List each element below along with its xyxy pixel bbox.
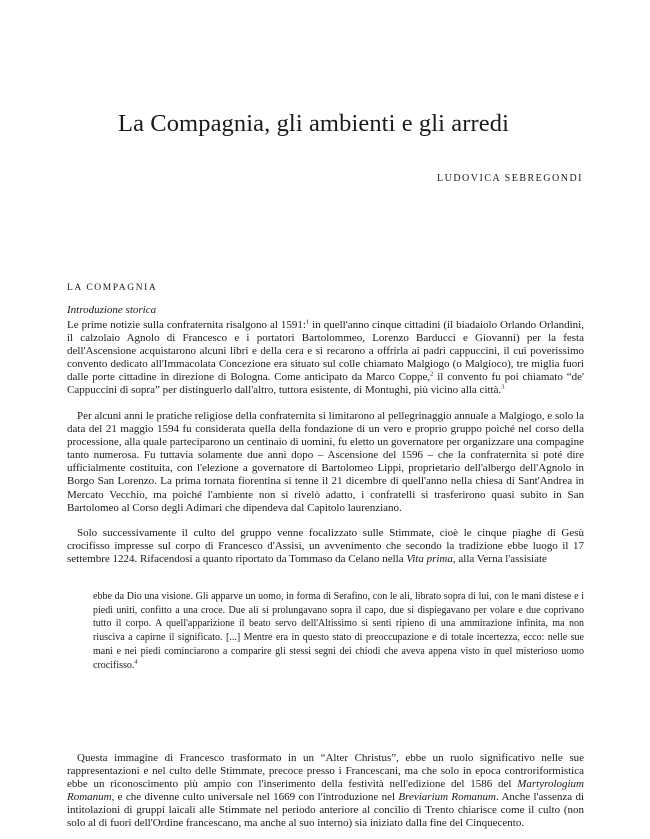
block-quote: ebbe da Dio una visione. Gli apparve un uomo, in forma di Serafino, con le ali, librato sopra di lui, con le mani distese e i piedi uniti, confitto a una croce. Due ali si prolungavano sopra il capo, due si dispiegavano per volare e due coprivano tutto il corpo. A quell'apparizione il beato servo dell'Altissimo si sentì ripieno di una ammirazione infinita, ma non riusciva a capirne il significato. [...] Mentre era in questo stato di preoccupazione e di totale incertezza, ecco: nelle sue mani e nei piedi cominciarono a comparire gli stessi segni dei chiodi che aveva appena visto in quel misterioso uomo crocifisso.$^4$	[93, 591, 584, 671]
section-heading: LA COMPAGNIA	[67, 283, 158, 293]
footnote-ref-4[interactable]: 4	[134, 658, 138, 666]
author-name: LUDOVICA SEBREGONDI	[437, 173, 583, 184]
footnote-ref-1[interactable]: 1	[305, 318, 310, 326]
paragraph-4: Questa immagine di Francesco trasformato in un “Alter Christus”, ebbe un ruolo significativo nelle sue rappresentazioni e nel culto delle Stimmate, precoce presso i Francescani, ma che solo in epoca controriformistica ebbe un riconoscimento più ampio con l'inserimento della festività nell'edizione del 1586 del Martyrologium Romanum, e che divenne culto universale nel 1669 con l'introduzione nel Breviarium Romanum. Anche l'assenza di intitolazioni di gruppi laicali alle Stimmate nel periodo anteriore al concilio di Trento chiarisce come il culto (non solo al di fuori dell'Ordine francescano, ma anche al suo interno) sia iniziato dalla fine del Cinquecento.	[67, 752, 584, 830]
chapter-title: La Compagnia, gli ambienti e gli arredi	[118, 110, 510, 137]
paragraph-2: Per alcuni anni le pratiche religiose della confraternita si limitarono al pellegrinaggio annuale a Malgiogo, e solo la data del 21 maggio 1594 fu considerata quella della fondazione di un vero e proprio gruppo poiché nel corso della processione, alla quale parteciparono un centinaio di uomini, fu eletto un governatore per organizzare una compagine tanto numerosa. Fu tuttavia solamente due anni dopo – Ascensione del 1596 – che la confraternita si poté dire ufficialmente costituita, con l'elezione a governatore di Bartolomeo Lippi, proprietario dell'albergo dell'Agnolo in Borgo San Lorenzo. La prima tornata fiorentina si tenne il 21 dicembre di quell'anno nella chiesa di Sant'Andrea in Mercato Vecchio, ma poiché l'ambiente non si rivelò adatto, i confratelli si trasferirono quasi subito in San Bartolomeo al Corso degli Adimari che dipendeva dal Capitolo laurenziano.	[67, 410, 584, 514]
subsection-heading: Introduzione storica	[67, 304, 157, 316]
paragraph-1: Le prime notizie sulla confraternita risalgono al 1591:$^1$ in quell'anno cinque cittadini (il biadaiolo Orlando Orlandini, il calzolaio Agnolo di Francesco e i portatori Bartolommeo, Lorenzo Barducci e Giovanni) per la festa dell'Ascensione acquistarono alcuni libri e della cera e si recarono a offrirla ai padri cappuccini, il cui poverissimo convento dedicato all'Immacolata Concezione era situato sul colle chiamato Malgiogo (o Malgioco), tre miglia fuori dalle porte cittadine in direzione di Bologna. Come anticipato da Marco Coppe,$^2$ il convento fu poi chiamato “de' Cappuccini di sopra” per distinguerlo dall'altro, tuttora esistente, di Montughi, più vicino alla città.$^3$	[67, 318, 584, 397]
paragraph-3: Solo successivamente il culto del gruppo venne focalizzato sulle Stimmate, cioè le cinque piaghe di Gesù crocifisso impresse sul corpo di Francesco d'Assisi, un avvenimento che secondo la tradizione ebbe luogo il 17 settembre 1224. Rifacendosi a quanto riportato da Tommaso da Celano nella Vita prima, alla Verna l'assisiate	[67, 527, 584, 566]
footnote-ref-2[interactable]: 2	[430, 370, 434, 378]
footnote-ref-3[interactable]: 3	[501, 383, 505, 391]
